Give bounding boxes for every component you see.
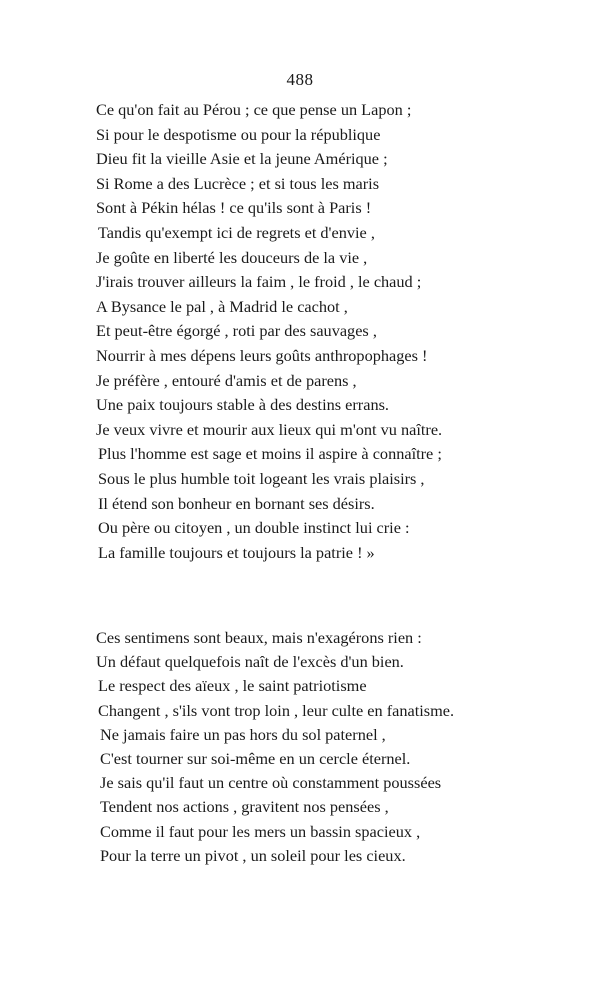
verse-line: Nourrir à mes dépens leurs goûts anthropophages !	[96, 345, 428, 365]
stanza-2	[96, 626, 566, 868]
verse-line: Je goûte en liberté les douceurs de la vie ,	[96, 247, 368, 267]
verse-line: Si pour le despotisme ou pour la république	[96, 124, 381, 144]
verse-line: Pour la terre un pivot , un soleil pour les cieux.	[100, 845, 406, 865]
verse-line: Dieu fit la vieille Asie et la jeune Amérique ;	[96, 149, 388, 169]
verse-line: Sont à Pékin hélas ! ce qu'ils sont à Paris !	[96, 198, 372, 218]
stanza-1	[96, 98, 566, 565]
verse-line: Sous le plus humble toit logeant les vrais plaisirs ,	[98, 468, 425, 488]
verse-line: J'irais trouver ailleurs la faim , le froid , le chaud ;	[96, 272, 422, 292]
verse-line: Une paix toujours stable à des destins errans.	[96, 395, 389, 415]
verse-line: C'est tourner sur soi-même en un cercle éternel.	[100, 748, 411, 768]
verse-line: Et peut-être égorgé , roti par des sauvages ,	[96, 321, 377, 341]
page-number: 488	[286, 70, 314, 89]
verse-line: Si Rome a des Lucrèce ; et si tous les maris	[96, 173, 380, 193]
verse-line: Ce qu'on fait au Pérou ; ce que pense un Lapon ;	[96, 100, 412, 119]
verse-line: Ou père ou citoyen , un double instinct lui crie :	[98, 518, 410, 538]
verse-line: A Bysance le pal , à Madrid le cachot ,	[96, 296, 348, 316]
verse-line: Comme il faut pour les mers un bassin spacieux ,	[100, 821, 421, 841]
verse-line: Changent , s'ils vont trop loin , leur culte en fanatisme.	[98, 700, 455, 720]
verse-line: Il étend son bonheur en bornant ses désirs.	[98, 493, 375, 513]
verse-line: Le respect des aïeux , le saint patriotisme	[98, 676, 367, 696]
verse-line: Ne jamais faire un pas hors du sol paternel ,	[100, 724, 386, 744]
verse-line: Un défaut quelquefois naît de l'excès d'un bien.	[96, 652, 404, 672]
verse-line: Je préfère , entouré d'amis et de parens ,	[96, 370, 357, 390]
verse-line: Tendent nos actions , gravitent nos pensées ,	[100, 797, 389, 817]
verse-line: Plus l'homme est sage et moins il aspire à connaître ;	[98, 444, 442, 464]
verse-line: Tandis qu'exempt ici de regrets et d'envie ,	[98, 222, 375, 242]
verse-line: La famille toujours et toujours la patrie ! »	[98, 542, 375, 562]
verse-line: Ces sentimens sont beaux, mais n'exagérons rien :	[96, 628, 422, 647]
verse-line: Je sais qu'il faut un centre où constamment poussées	[100, 773, 442, 793]
verse-line: Je veux vivre et mourir aux lieux qui m'ont vu naître.	[96, 419, 443, 439]
